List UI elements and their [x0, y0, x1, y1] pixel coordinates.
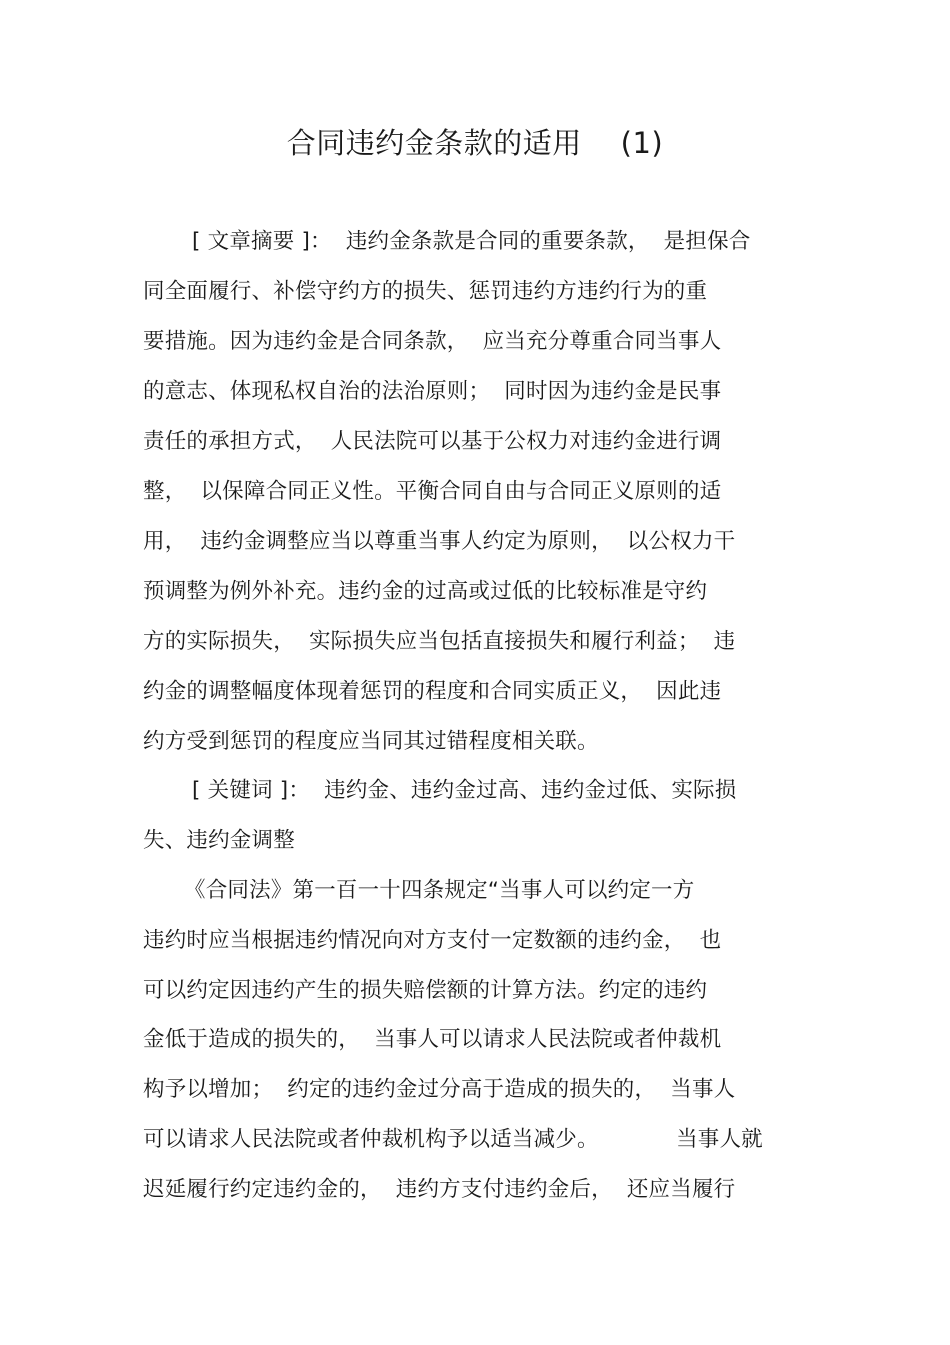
body-line: 迟延履行约定违约金的， 违约方支付违约金后， 还应当履行 [143, 1177, 736, 1202]
abstract-line: 整， 以保障合同正义性。平衡合同自由与合同正义原则的适 [143, 479, 722, 504]
abstract-line: 用， 违约金调整应当以尊重当事人约定为原则， 以公权力干 [143, 529, 736, 554]
abstract-line: 预调整为例外补充。违约金的过高或过低的比较标准是守约 [143, 579, 708, 604]
body-line: 金低于造成的损失的， 当事人可以请求人民法院或者仲裁机 [143, 1027, 722, 1052]
abstract-line: 约方受到惩罚的程度应当同其过错程度相关联。 [143, 729, 599, 754]
abstract-line: 约金的调整幅度体现着惩罚的程度和合同实质正义， 因此违 [143, 679, 722, 704]
keywords-line: [ 关键词 ]： 违约金、违约金过高、违约金过低、实际损 [192, 778, 737, 803]
abstract-line: 同全面履行、补偿守约方的损失、惩罚违约方违约行为的重 [143, 279, 708, 304]
body-line: 构予以增加； 约定的违约金过分高于造成的损失的， 当事人 [143, 1077, 736, 1102]
document-title: 合同违约金条款的适用 (1) [286, 126, 664, 160]
abstract-line: 方的实际损失， 实际损失应当包括直接损失和履行利益； 违 [143, 629, 736, 654]
abstract-line: 要措施。因为违约金是合同条款， 应当充分尊重合同当事人 [143, 329, 722, 354]
abstract-line: 的意志、体现私权自治的法治原则； 同时因为违约金是民事 [143, 379, 722, 404]
body-line: 《合同法》第一百一十四条规定“当事人可以约定一方 [184, 878, 695, 903]
abstract-line: 责任的承担方式， 人民法院可以基于公权力对违约金进行调 [143, 429, 722, 454]
body-line: 违约时应当根据违约情况向对方支付一定数额的违约金， 也 [143, 928, 722, 953]
keywords-line: 失、违约金调整 [143, 828, 295, 853]
body-line: 可以约定因违约产生的损失赔偿额的计算方法。约定的违约 [143, 978, 708, 1003]
body-line: 可以请求人民法院或者仲裁机构予以适当减少。 当事人就 [143, 1127, 763, 1152]
abstract-line: [ 文章摘要 ]： 违约金条款是合同的重要条款， 是担保合 [192, 229, 751, 254]
